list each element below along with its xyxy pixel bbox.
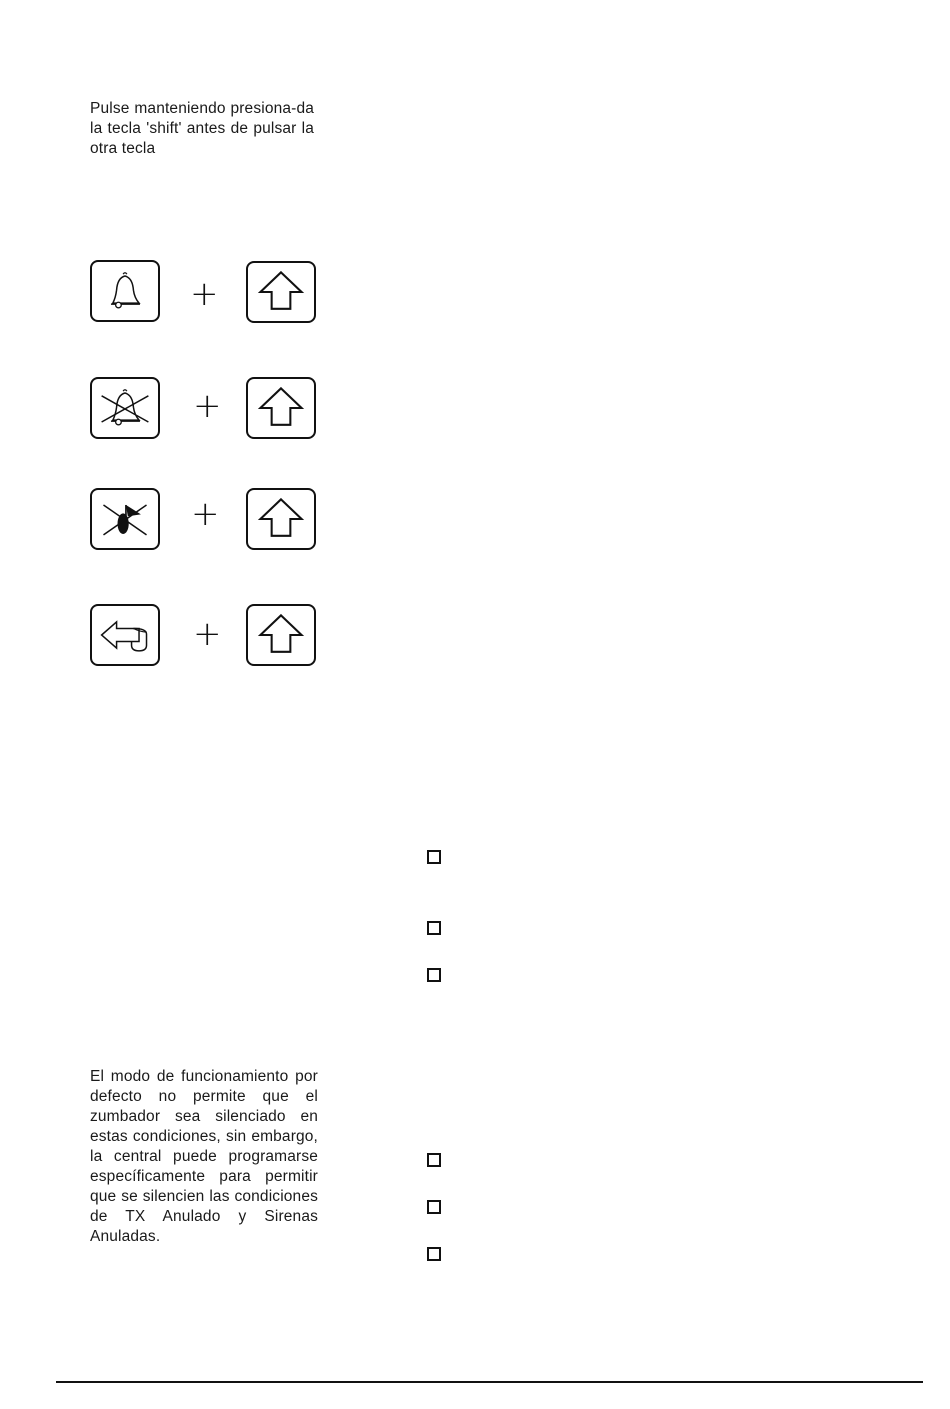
buzzer-crossed-icon [92, 490, 158, 548]
bell-crossed-icon [92, 379, 158, 437]
checkbox[interactable] [427, 1153, 441, 1167]
backspace-key [90, 604, 160, 666]
plus-operator: + [193, 386, 222, 426]
bell-crossed-key [90, 377, 160, 439]
shift-arrow-icon [248, 379, 314, 437]
plus-operator: + [193, 614, 222, 654]
checkbox[interactable] [427, 850, 441, 864]
buzzer-crossed-key [90, 488, 160, 550]
shift-instruction-text: Pulse manteniendo presiona-da la tecla 'shift' antes de pulsar la otra tecla [90, 100, 314, 157]
bell-key [90, 260, 160, 322]
checkbox[interactable] [427, 968, 441, 982]
default-mode-text: El modo de funcionamiento por defecto no permite que el zumbador sea silenciado en estas condiciones, sin embargo, la central puede programarse específicamente para permitir que se silencien las condiciones de TX Anulado y Sirenas Anuladas. [90, 1068, 318, 1245]
footer-divider [56, 1381, 923, 1383]
shift-instruction-note [90, 99, 314, 159]
default-mode-note [90, 1067, 318, 1247]
checkbox[interactable] [427, 1200, 441, 1214]
shift-key [246, 377, 316, 439]
shift-arrow-icon [248, 263, 314, 321]
checkbox[interactable] [427, 921, 441, 935]
backspace-arrow-icon [92, 606, 158, 664]
plus-operator: + [190, 274, 219, 314]
shift-arrow-icon [248, 606, 314, 664]
checkbox[interactable] [427, 1247, 441, 1261]
shift-key [246, 261, 316, 323]
shift-arrow-icon [248, 490, 314, 548]
shift-key [246, 488, 316, 550]
bell-icon [92, 262, 158, 320]
plus-operator: + [191, 494, 220, 534]
shift-key [246, 604, 316, 666]
